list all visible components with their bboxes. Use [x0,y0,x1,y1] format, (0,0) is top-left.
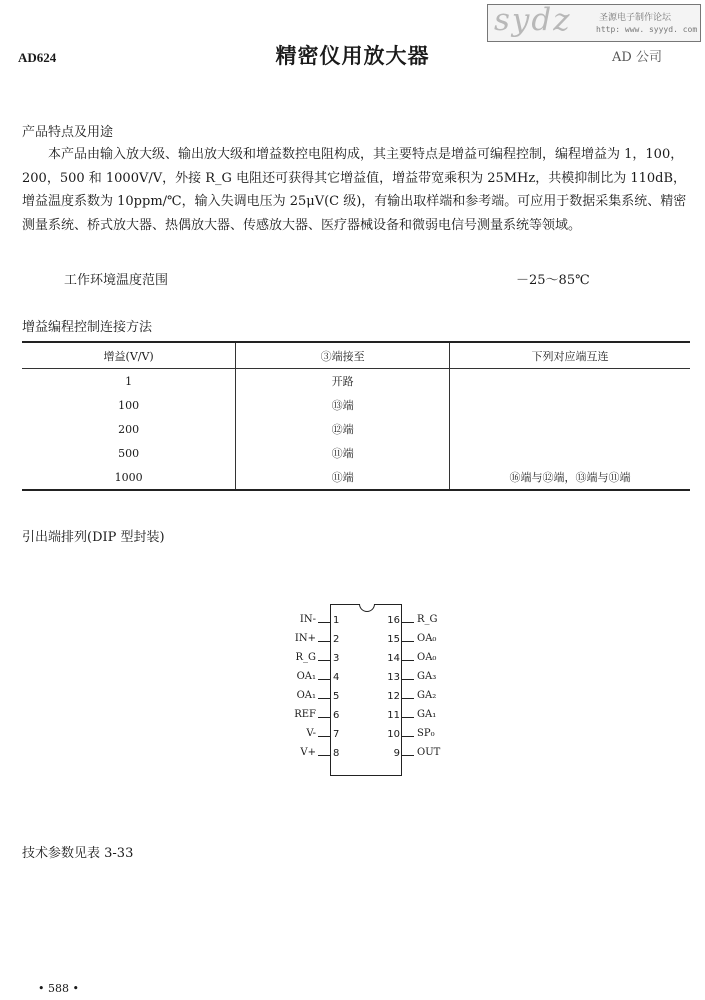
env-temp-label: 工作环境温度范围 [64,273,169,288]
table-cell: 100 [118,398,140,412]
pin-lead [318,698,330,699]
column-header: ③端接至 [236,342,450,369]
pin-lead [318,717,330,718]
table-row [22,441,690,465]
pin-label: R_G [295,652,316,663]
pin-lead [402,622,414,623]
pin-lead [402,717,414,718]
reference-note: 技术参数见表 3-33 [22,846,134,861]
table-cell: 1000 [22,465,236,490]
intro-paragraph: 本产品由输入放大级、输出放大级和增益数控电阻构成，其主要特点是增益可编程控制，编程增益为 1，100，200，500 和 1000V/V，外接 R_G 电阻还可获得其它增益值，增益带宽乘积为 25MHz，共模抑制比为 110dB，增益温度系数为 10ppm/℃，输入失调电压为 25μV(C 级)，有输出取样端和参考端。可应用于数据采集系统、精密测量系统、桥式放大器、热偶放大器、传感放大器、医疗器械设备和微弱电信号测量系统等领域。 [22,147,687,233]
table-cell: 1 [125,374,133,388]
pin-lead [402,755,414,756]
pin-label: OA₀ [417,633,437,644]
pin-label: V+ [300,747,316,758]
pin-lead [402,698,414,699]
pin-label: GA₁ [417,709,437,720]
table-cell: 200 [118,422,140,436]
pin-number: 3 [333,653,340,664]
pin-lead [402,641,414,642]
table-row [22,417,690,441]
pin-label: OA₀ [417,652,437,663]
pin-number: 1 [333,615,340,626]
pin-lead [318,736,330,737]
table-cell: ⑯端与⑫端，⑬端与⑪端 [450,465,691,490]
gain-table [22,341,690,491]
pin-lead [318,660,330,661]
pin-lead [318,622,330,623]
pin-label: OA₁ [296,690,316,701]
pin-lead [318,641,330,642]
pin-lead [318,755,330,756]
table-cell: 开路 [236,369,450,394]
pin-label: OA₁ [296,671,316,682]
pin-number: 5 [333,691,340,702]
logo-site-name: 圣源电子制作论坛 [599,13,672,23]
pin-label: OUT [417,747,441,758]
pin-label: V- [306,728,316,739]
page-number: • 588 • [38,982,79,995]
table-row [22,393,690,417]
table-cell: 500 [118,446,140,460]
column-header: 下列对应端互连 [450,342,691,369]
pin-lead [402,736,414,737]
page-title: 精密仪用放大器 [275,43,430,68]
table-cell [450,441,691,465]
pin-number: 13 [387,672,400,683]
pin-label: GA₃ [417,671,437,682]
pin-lead [318,679,330,680]
pin-number: 4 [333,672,340,683]
pin-number: 15 [387,634,400,645]
intro-section [22,143,687,237]
table-cell: ⑪端 [236,465,450,490]
site-logo [487,4,701,42]
table-header-row [22,342,690,369]
pin-number: 14 [387,653,400,664]
table-row [22,369,690,394]
table-cell: ⑬端 [236,393,450,417]
pin-number: 16 [387,615,400,626]
pin-number: 8 [333,748,340,759]
table-cell [450,393,691,417]
ic-notch [359,604,375,612]
pin-lead [402,660,414,661]
logo-url: http: www. syyyd. com [596,25,698,34]
gain-table-heading: 增益编程控制连接方法 [22,320,153,335]
pin-label: IN- [299,614,316,625]
column-header: 增益(V/V) [22,342,236,369]
pin-number: 9 [393,748,400,759]
pin-number: 6 [333,710,340,721]
env-temp-value: －25～85℃ [516,273,590,288]
pin-label: REF [294,709,316,720]
intro-heading: 产品特点及用途 [22,125,114,140]
pin-lead [402,679,414,680]
table-row [22,465,690,490]
company-name: AD 公司 [612,50,662,65]
pin-label: IN+ [294,633,316,644]
pinout-heading: 引出端排列(DIP 型封装) [22,530,165,545]
table-cell [450,369,691,394]
pin-label: R_G [417,614,438,625]
pin-number: 11 [387,710,400,721]
pin-number: 12 [387,691,400,702]
pin-number: 2 [333,634,340,645]
table-cell [450,417,691,441]
pin-label: GA₂ [417,690,437,701]
pin-label: SP₀ [417,728,435,739]
logo-wordmark: sydz [494,2,572,38]
part-number: AD624 [18,50,57,65]
table-cell: ⑪端 [236,441,450,465]
pin-number: 7 [333,729,340,740]
pin-number: 10 [387,729,400,740]
table-cell: ⑫端 [236,417,450,441]
